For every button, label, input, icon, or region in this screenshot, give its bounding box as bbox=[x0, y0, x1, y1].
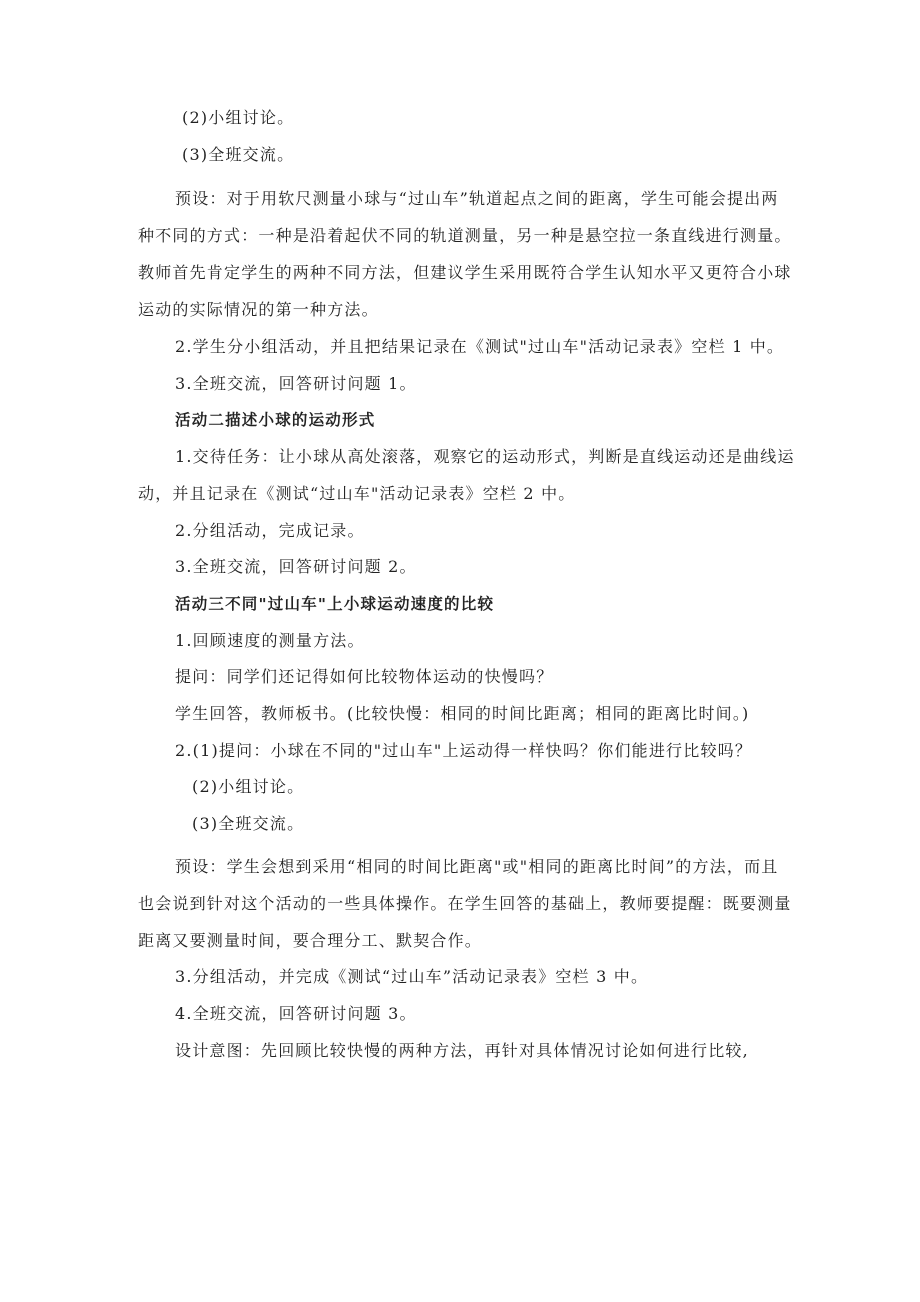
text-line: 学生回答，教师板书。(比较快慢：相同的时间比距离；相同的距离比时间。) bbox=[175, 704, 750, 723]
text-line: 1.交待任务：让小球从高处滚落，观察它的运动形式，判断是直线运动还是曲线运 bbox=[175, 447, 795, 466]
text-line: 2.分组活动，完成记录。 bbox=[175, 521, 365, 540]
section-heading: 活动二描述小球的运动形式 bbox=[175, 411, 376, 429]
text-line: 也会说到针对这个活动的一些具体操作。在学生回答的基础上，教师要提醒：既要测量 bbox=[138, 894, 792, 913]
text-line: 距离又要测量时间，要合理分工、默契合作。 bbox=[138, 931, 483, 950]
text-line: (2)小组讨论。 bbox=[192, 777, 305, 796]
text-line: 4.全班交流，回答研讨问题 3。 bbox=[175, 1004, 417, 1023]
text-line: 种不同的方式：一种是沿着起伏不同的轨道测量，另一种是悬空拉一条直线进行测量。 bbox=[138, 226, 792, 245]
text-line: 教师首先肯定学生的两种不同方法，但建议学生采用既符合学生认知水平又更符合小球 bbox=[138, 263, 792, 282]
text-line: 1.回顾速度的测量方法。 bbox=[175, 631, 365, 650]
text-line: 预设：学生会想到采用“相同的时间比距离"或"相同的距离比时间”的方法，而且 bbox=[175, 857, 779, 876]
text-line: (2)小组讨论。 bbox=[182, 108, 295, 127]
section-heading: 活动三不同"过山车"上小球运动速度的比较 bbox=[175, 595, 495, 613]
text-line: 预设：对于用软尺测量小球与“过山车”轨道起点之间的距离，学生可能会提出两 bbox=[175, 189, 779, 208]
text-line: 提问：同学们还记得如何比较物体运动的快慢吗？ bbox=[175, 667, 554, 686]
text-line: 3.分组活动，并完成《测试“过山车”活动记录表》空栏 3 中。 bbox=[175, 967, 649, 986]
text-line: (3)全班交流。 bbox=[182, 145, 295, 164]
text-line: 设计意图：先回顾比较快慢的两种方法，再针对具体情况讨论如何进行比较, bbox=[175, 1041, 749, 1060]
text-line: 动，并且记录在《测试“过山车"活动记录表》空栏 2 中。 bbox=[138, 484, 576, 503]
text-line: 2.学生分小组活动，并且把结果记录在《测试"过山车"活动记录表》空栏 1 中。 bbox=[175, 337, 785, 356]
text-line: 2.(1)提问：小球在不同的"过山车"上运动得一样快吗？你们能进行比较吗？ bbox=[175, 741, 753, 760]
text-line: 3.全班交流，回答研讨问题 2。 bbox=[175, 557, 417, 576]
text-line: 3.全班交流，回答研讨问题 1。 bbox=[175, 374, 417, 393]
text-line: (3)全班交流。 bbox=[192, 814, 305, 833]
text-line: 运动的实际情况的第一种方法。 bbox=[138, 300, 379, 319]
